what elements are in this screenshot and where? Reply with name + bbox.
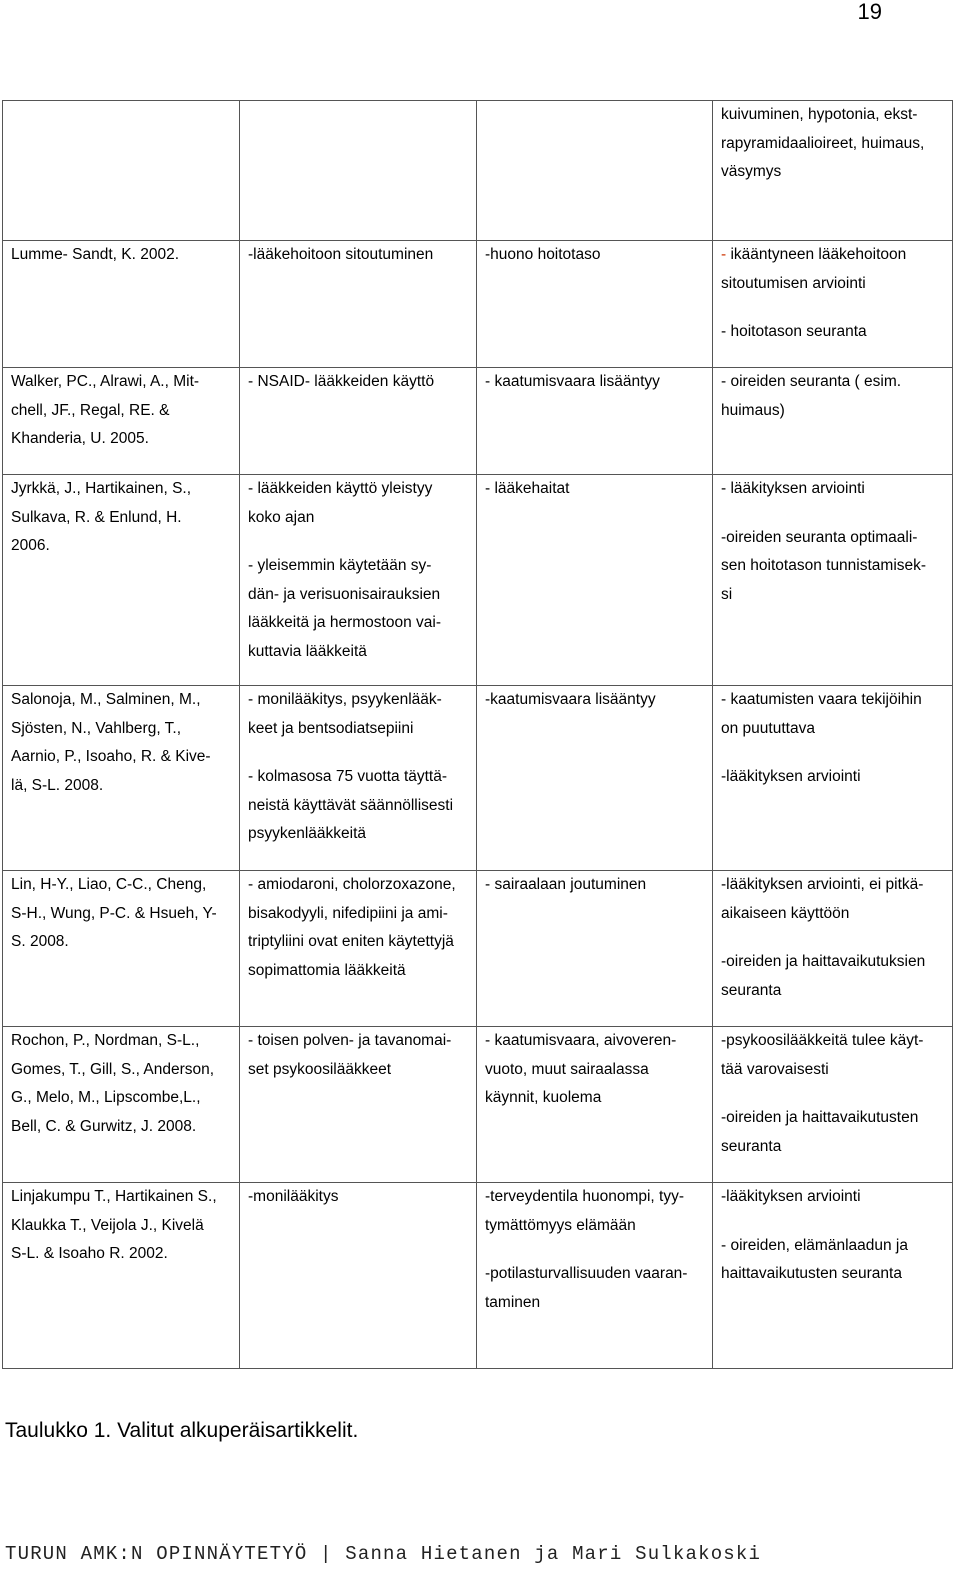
finding-cell <box>477 101 713 241</box>
cell-paragraph: Jyrkkä, J., Hartikainen, S., Sulkava, R. & Enlund, H. 2006. <box>11 480 192 554</box>
cell-paragraph: -terveydentila huonompi, tyy- tymättömyys elämään <box>485 1188 685 1234</box>
cell-paragraph: -oireiden ja haittavaikutuksien seuranta <box>721 953 926 999</box>
cell-paragraph: - monilääkitys, psyykenlääk- keet ja bentsodiatsepiini <box>248 691 442 737</box>
cell-paragraph: - kaatumisvaara lisääntyy <box>485 373 660 390</box>
cell-paragraph: -lääkityksen arviointi <box>721 768 861 785</box>
cell-paragraph: Lumme- Sandt, K. 2002. <box>11 246 180 263</box>
cell-paragraph: - yleisemmin käytetään sy- dän- ja verisuonisairauksien lääkkeitä ja hermostoon vai- kuttavia lääkkeitä <box>248 557 441 660</box>
cell-paragraph: Linjakumpu T., Hartikainen S., Klaukka T., Veijola J., Kivelä S-L. & Isoaho R. 2002. <box>11 1188 217 1262</box>
recommendation-cell <box>713 1027 953 1183</box>
focus-cell <box>240 686 477 871</box>
table-row <box>3 241 953 368</box>
cell-paragraph: - kaatumisten vaara tekijöihin on puututtava <box>721 691 922 737</box>
recommendation-cell <box>713 368 953 475</box>
cell-paragraph: -lääkityksen arviointi <box>721 1188 861 1205</box>
cell-paragraph: -monilääkitys <box>248 1188 339 1205</box>
focus-cell <box>240 241 477 368</box>
articles-table-body <box>3 101 953 1369</box>
table-row <box>3 1027 953 1183</box>
cell-paragraph: - kolmasosa 75 vuotta täyttä- neistä käyttävät säännöllisesti psyykenlääkkeitä <box>248 768 454 842</box>
author-cell <box>3 1027 240 1183</box>
page-number: 19 <box>857 0 882 24</box>
table-caption: Taulukko 1. Valitut alkuperäisartikkelit. <box>5 1419 359 1442</box>
finding-cell <box>477 871 713 1027</box>
cell-paragraph: - oireiden, elämänlaadun ja haittavaikutusten seuranta <box>721 1236 908 1282</box>
cell-paragraph: -lääkehoitoon sitoutuminen <box>248 246 434 263</box>
author-cell <box>3 241 240 368</box>
cell-paragraph: Lin, H-Y., Liao, C-C., Cheng, S-H., Wung, P-C. & Hsueh, Y- S. 2008. <box>11 876 217 950</box>
cell-paragraph: - sairaalaan joutuminen <box>485 876 647 893</box>
table-row <box>3 475 953 686</box>
table-row <box>3 686 953 871</box>
recommendation-cell <box>713 1183 953 1369</box>
focus-cell <box>240 871 477 1027</box>
finding-cell <box>477 1027 713 1183</box>
cell-paragraph: - lääkehaitat <box>485 480 570 497</box>
cell-paragraph: -oireiden ja haittavaikutusten seuranta <box>721 1109 919 1155</box>
cell-paragraph: Walker, PC., Alrawi, A., Mit- chell, JF., Regal, RE. & Khanderia, U. 2005. <box>11 373 200 447</box>
recommendation-cell <box>713 475 953 686</box>
cell-paragraph: -oireiden seuranta optimaali- sen hoitotason tunnistamisek- si <box>721 528 927 603</box>
cell-paragraph: - ikääntyneen lääkehoitoon sitoutumisen arviointi <box>721 246 907 292</box>
finding-cell <box>477 368 713 475</box>
cell-paragraph: -kaatumisvaara lisääntyy <box>485 691 656 708</box>
author-cell <box>3 101 240 241</box>
cell-paragraph: Rochon, P., Nordman, S-L., Gomes, T., Gill, S., Anderson, G., Melo, M., Lipscombe,L., Bell, C. & Gurwitz, J. 2008. <box>11 1032 215 1135</box>
focus-cell <box>240 368 477 475</box>
cell-paragraph: - amiodaroni, cholorzoxazone, bisakodyyli, nifedipiini ja ami- triptyliini ovat eniten käytettyjä sopimattomia lääkkeitä <box>248 876 456 979</box>
finding-cell <box>477 475 713 686</box>
table-row <box>3 1183 953 1369</box>
finding-cell <box>477 686 713 871</box>
recommendation-cell <box>713 871 953 1027</box>
cell-paragraph: - kaatumisvaara, aivoveren- vuoto, muut sairaalassa käynnit, kuolema <box>485 1032 677 1106</box>
author-cell <box>3 368 240 475</box>
cell-paragraph: - lääkkeiden käyttö yleistyy koko ajan <box>248 480 433 526</box>
focus-cell <box>240 101 477 241</box>
focus-cell <box>240 1027 477 1183</box>
cell-paragraph: kuivuminen, hypotonia, ekst- rapyramidaalioireet, huimaus, väsymys <box>721 106 925 180</box>
finding-cell <box>477 1183 713 1369</box>
cell-paragraph: -potilasturvallisuuden vaaran- taminen <box>485 1265 688 1311</box>
cell-paragraph: -lääkityksen arviointi, ei pitkä- aikaiseen käyttöön <box>721 876 924 922</box>
focus-cell <box>240 1183 477 1369</box>
articles-table <box>2 100 953 1369</box>
cell-paragraph: -huono hoitotaso <box>485 246 601 263</box>
cell-paragraph: - toisen polven- ja tavanomai- set psykoosilääkkeet <box>248 1032 452 1078</box>
cell-paragraph: Salonoja, M., Salminen, M., Sjösten, N., Vahlberg, T., Aarnio, P., Isoaho, R. & Kive- lä, S-L. 2008. <box>11 691 211 794</box>
cell-paragraph: - lääkityksen arviointi <box>721 480 865 497</box>
focus-cell <box>240 475 477 686</box>
author-cell <box>3 686 240 871</box>
table-row <box>3 101 953 241</box>
recommendation-cell <box>713 241 953 368</box>
recommendation-cell <box>713 101 953 241</box>
page-footer: TURUN AMK:N OPINNÄYTETYÖ | Sanna Hietanen ja Mari Sulkakoski <box>5 1543 762 1565</box>
cell-paragraph: - hoitotason seuranta <box>721 323 867 340</box>
cell-paragraph: - NSAID- lääkkeiden käyttö <box>248 373 435 390</box>
table-row <box>3 368 953 475</box>
cell-paragraph: -psykoosilääkkeitä tulee käyt- tää varovaisesti <box>721 1032 924 1078</box>
recommendation-cell <box>713 686 953 871</box>
author-cell <box>3 871 240 1027</box>
cell-paragraph: - oireiden seuranta ( esim. huimaus) <box>721 373 902 419</box>
author-cell <box>3 475 240 686</box>
finding-cell <box>477 241 713 368</box>
table-row <box>3 871 953 1027</box>
author-cell <box>3 1183 240 1369</box>
accent-dash: - <box>721 246 727 263</box>
